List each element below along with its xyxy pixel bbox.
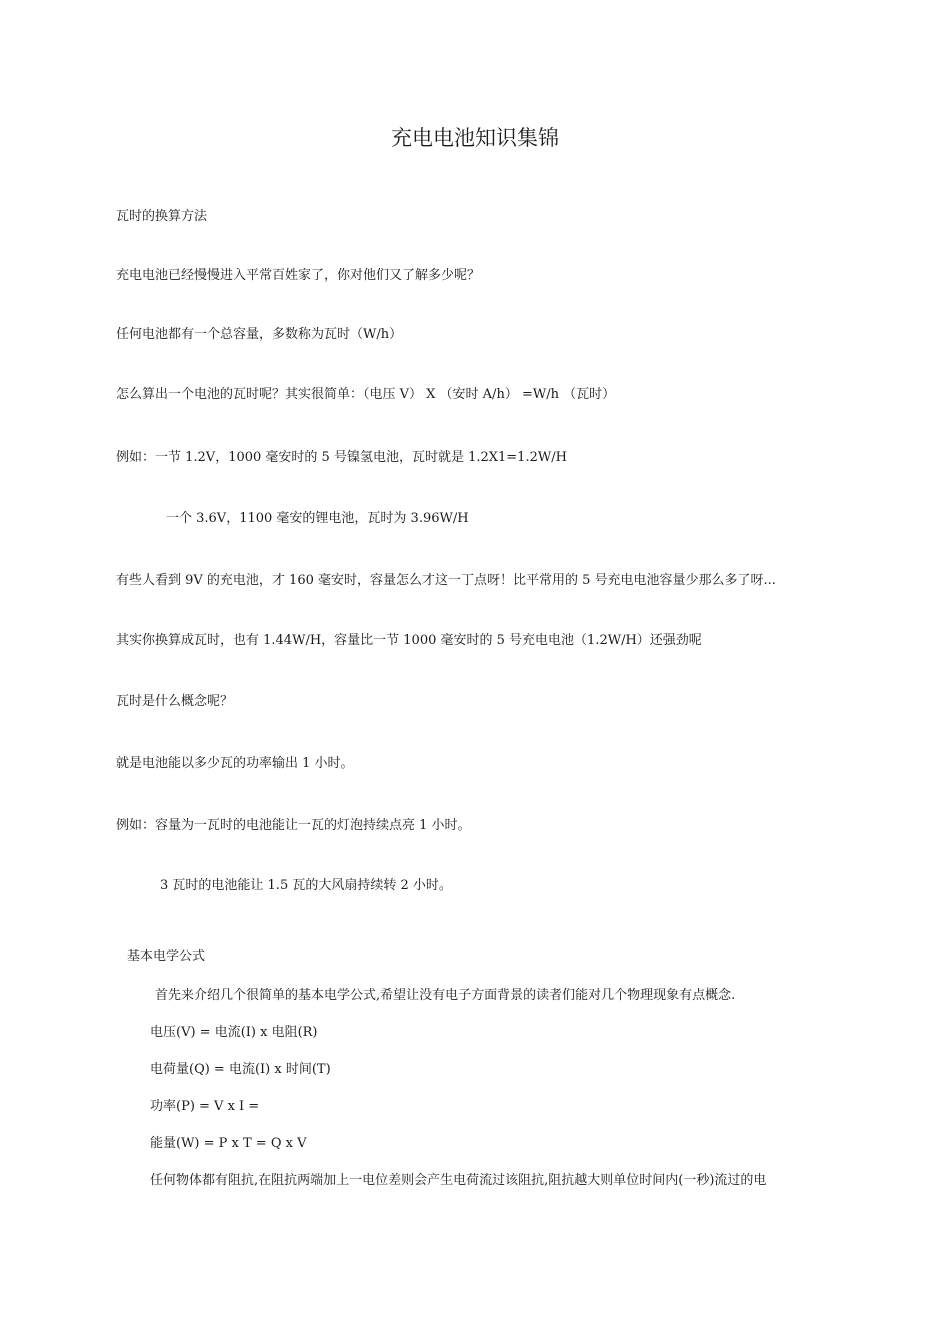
paragraph: 有些人看到 9V 的充电池，才 160 毫安时，容量怎么才这一丁点呀！比平常用的 5 号充电电池容量少那么多了呀... [116,573,776,588]
formula: 电荷量(Q) = 电流(I) x 时间(T) [150,1062,331,1077]
section-heading: 基本电学公式 [127,949,206,964]
formula: 电压(V) = 电流(I) x 电阻(R) [150,1025,318,1040]
paragraph: 任何物体都有阻抗,在阻抗两端加上一电位差则会产生电荷流过该阻抗,阻抗越大则单位时间内(一秒)流过的电 [150,1173,767,1188]
paragraph: 瓦时是什么概念呢？ [116,694,234,709]
paragraph: 就是电池能以多少瓦的功率输出 1 小时。 [116,756,354,771]
section-heading: 瓦时的换算方法 [116,209,208,224]
paragraph: 例如：容量为一瓦时的电池能让一瓦的灯泡持续点亮 1 小时。 [116,818,471,833]
formula: 功率(P) = V x I = [150,1099,260,1114]
document-title: 充电电池知识集锦 [391,126,559,150]
formula: 能量(W) = P x T = Q x V [150,1136,307,1151]
paragraph: 首先来介绍几个很简单的基本电学公式,希望让没有电子方面背景的读者们能对几个物理现象有点概念. [155,988,736,1003]
paragraph: 一个 3.6V，1100 毫安的锂电池，瓦时为 3.96W/H [166,511,469,526]
paragraph: 例如：一节 1.2V，1000 毫安时的 5 号镍氢电池，瓦时就是 1.2X1=1.2W/H [116,450,567,465]
paragraph: 3 瓦时的电池能让 1.5 瓦的大风扇持续转 2 小时。 [160,878,452,893]
paragraph: 任何电池都有一个总容量，多数称为瓦时（W/h） [116,327,403,342]
paragraph: 其实你换算成瓦时，也有 1.44W/H，容量比一节 1000 毫安时的 5 号充电电池（1.2W/H）还强劲呢 [116,633,702,648]
paragraph: 充电电池已经慢慢进入平常百姓家了，你对他们又了解多少呢？ [116,268,481,283]
paragraph: 怎么算出一个电池的瓦时呢？其实很简单：（电压 V） X （安时 A/h） =W/h （瓦时） [116,387,616,402]
